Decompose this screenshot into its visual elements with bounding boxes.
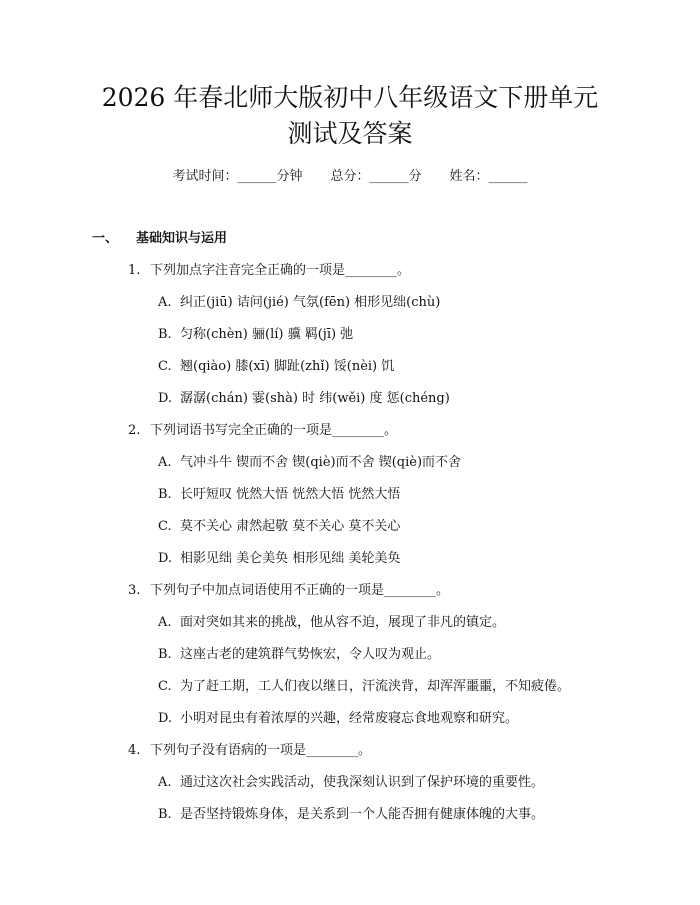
- option-letter: C.: [158, 359, 172, 374]
- option-text: 是否坚持锻炼身体，是关系到一个人能否拥有健康体魄的大事。: [180, 807, 545, 822]
- option-text: 这座古老的建筑群气势恢宏，令人叹为观止。: [180, 647, 441, 662]
- document-title: [60, 80, 640, 152]
- option-text: 莫不关心 肃然起敬 莫不关心 莫不关心: [180, 519, 401, 534]
- question-number: 2.: [128, 423, 141, 438]
- question-2-option-c: [158, 518, 400, 536]
- question-text: 下列词语书写完全正确的一项是________。: [150, 423, 398, 438]
- option-text: 气冲斗牛 锲而不舍 锲(qiè)而不舍 锲(qiè)而不舍: [180, 455, 462, 470]
- option-letter: A.: [158, 775, 172, 790]
- option-text: 通过这次社会实践活动，使我深刻认识到了保护环境的重要性。: [180, 775, 545, 790]
- option-text: 翘(qiào) 膝(xī) 脚趾(zhǐ) 馁(nèi) 饥: [180, 359, 395, 374]
- exam-info-line: [0, 168, 700, 186]
- question-1: [128, 262, 410, 280]
- title-line-1: 2026 年春北师大版初中八年级语文下册单元: [101, 83, 599, 112]
- question-3-option-a: [158, 614, 505, 632]
- question-4-option-a: [158, 774, 544, 792]
- total-score-field: 总分：______分: [330, 169, 422, 184]
- option-letter: D.: [158, 391, 173, 406]
- question-2-option-a: [158, 454, 461, 472]
- question-number: 4.: [128, 743, 141, 758]
- option-letter: B.: [158, 647, 172, 662]
- question-text: 下列句子中加点词语使用不正确的一项是________。: [150, 583, 450, 598]
- question-1-option-a: [158, 294, 440, 312]
- section-title: 基础知识与运用: [136, 231, 228, 246]
- option-text: 潺潺(chán) 霎(shà) 时 纬(wěi) 度 惩(chéng): [180, 391, 450, 406]
- question-3: [128, 582, 449, 600]
- option-text: 面对突如其来的挑战，他从容不迫，展现了非凡的镇定。: [180, 615, 506, 630]
- option-text: 长吁短叹 恍然大悟 恍然大悟 恍然大悟: [180, 487, 401, 502]
- question-text: 下列加点字注音完全正确的一项是________。: [150, 263, 411, 278]
- question-1-option-c: [158, 358, 394, 376]
- name-field: 姓名：______: [449, 169, 528, 184]
- option-text: 纠正(jiū) 诘问(jié) 气氛(fēn) 相形见绌(chù): [180, 295, 441, 310]
- question-4: [128, 742, 371, 760]
- option-letter: B.: [158, 327, 172, 342]
- question-2-option-d: [158, 550, 400, 568]
- section-number: 一、: [92, 231, 119, 246]
- question-4-option-b: [158, 806, 544, 824]
- exam-time-field: 考试时间：______分钟: [172, 169, 303, 184]
- section-heading: [92, 230, 227, 248]
- option-letter: A.: [158, 615, 172, 630]
- option-letter: D.: [158, 551, 173, 566]
- option-letter: D.: [158, 711, 173, 726]
- question-1-option-b: [158, 326, 353, 344]
- question-2-option-b: [158, 486, 400, 504]
- question-2: [128, 422, 397, 440]
- question-1-option-d: [158, 390, 450, 408]
- option-letter: B.: [158, 807, 172, 822]
- question-text: 下列句子没有语病的一项是________。: [150, 743, 372, 758]
- question-number: 1.: [128, 263, 141, 278]
- option-letter: B.: [158, 487, 172, 502]
- title-line-2: 测试及答案: [287, 119, 413, 148]
- question-number: 3.: [128, 583, 141, 598]
- question-3-option-d: [158, 710, 518, 728]
- option-text: 匀称(chèn) 骊(lí) 骥 羁(jī) 弛: [180, 327, 354, 342]
- option-text: 小明对昆虫有着浓厚的兴趣，经常废寝忘食地观察和研究。: [180, 711, 519, 726]
- option-text: 为了赶工期，工人们夜以继日，汗流浃背，却浑浑噩噩，不知疲倦。: [180, 679, 571, 694]
- option-letter: A.: [158, 295, 172, 310]
- question-3-option-c: [158, 678, 570, 696]
- option-letter: C.: [158, 519, 172, 534]
- option-text: 相影见绌 美仑美奂 相形见绌 美轮美奂: [180, 551, 401, 566]
- question-3-option-b: [158, 646, 440, 664]
- option-letter: C.: [158, 679, 172, 694]
- option-letter: A.: [158, 455, 172, 470]
